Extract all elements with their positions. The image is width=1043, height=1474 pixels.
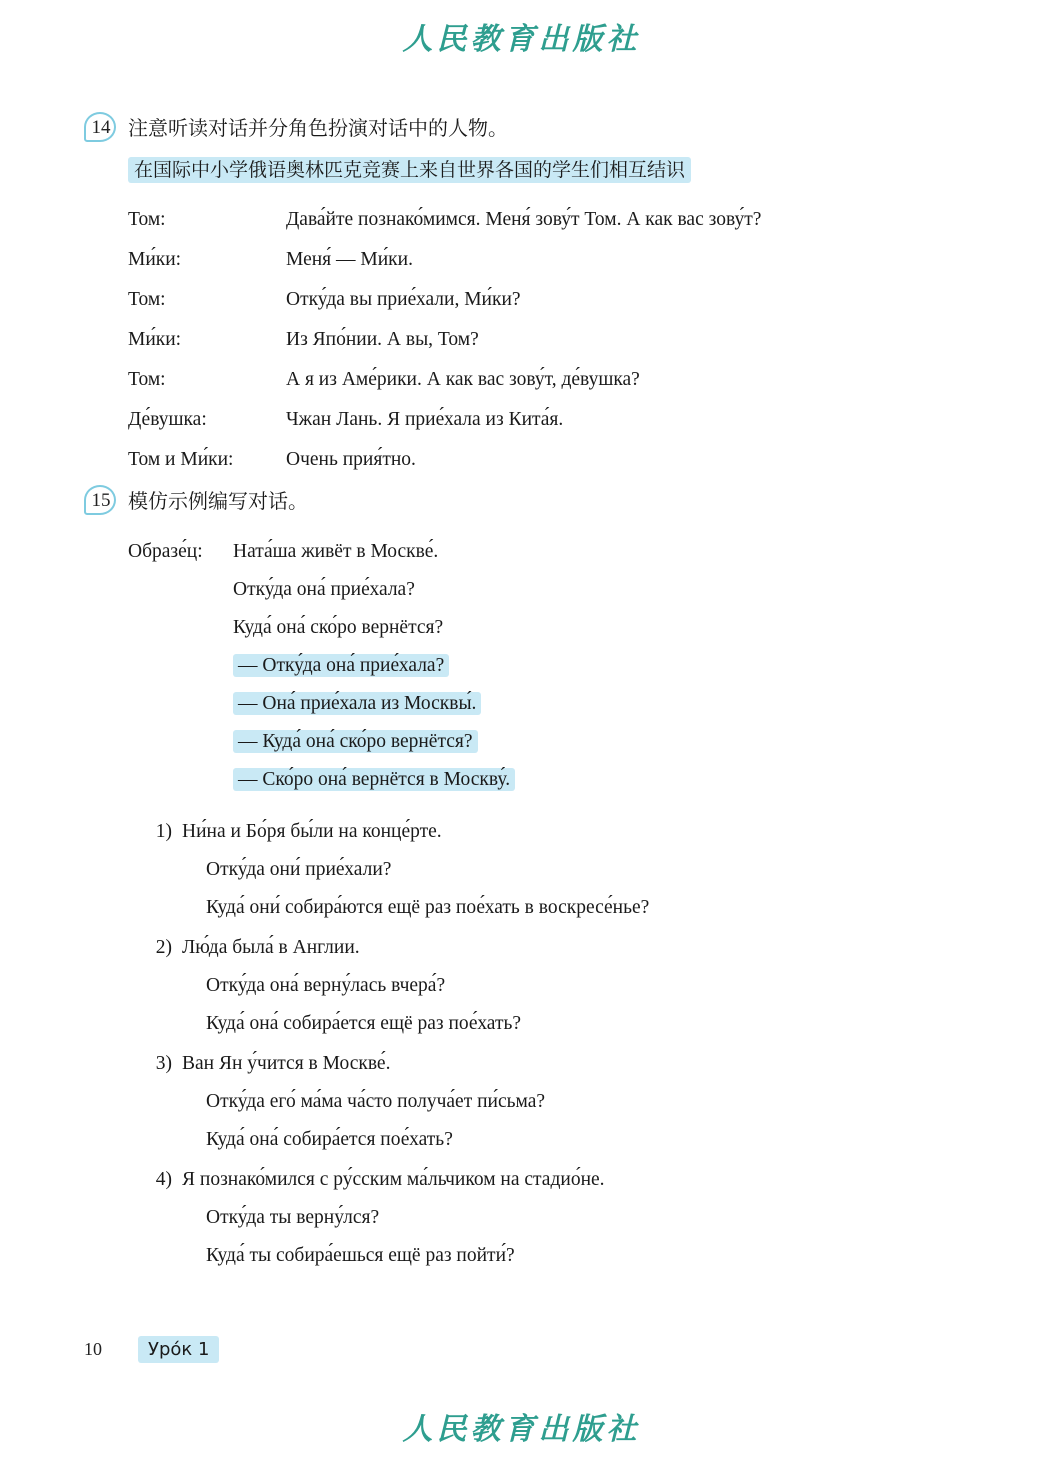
dialogue-speaker: Ми́ки:	[128, 249, 182, 270]
item-question: Куда́ она́ собира́ется ещё раз пое́хать?	[206, 1013, 522, 1034]
item-question: Отку́да его́ ма́ма ча́сто получа́ет пи́сьма?	[206, 1091, 546, 1112]
item-marker: 4)	[155, 1169, 172, 1190]
model-plain-line: Отку́да она́ прие́хала?	[233, 579, 415, 600]
list-item	[128, 813, 964, 927]
list-item	[128, 929, 964, 1043]
model-row	[128, 723, 964, 761]
model-label: Образе́ц:	[128, 541, 203, 562]
dialogue-row	[128, 280, 761, 320]
model-plain-line: Куда́ она́ ско́ро вернётся?	[233, 617, 444, 638]
page-footer	[84, 1336, 584, 1363]
dialogue-speaker: Том:	[128, 209, 166, 230]
exercise-15-header	[84, 485, 964, 519]
exercise-15	[84, 485, 964, 1277]
item-lead	[128, 813, 964, 851]
item-question: Куда́ ты собира́ешься ещё раз пойти́?	[206, 1245, 515, 1266]
exercise-14-header	[84, 112, 964, 146]
dialogue-row	[128, 320, 761, 360]
dialogue-line: А я из Аме́рики. А как вас зову́т, де́вушка?	[286, 369, 640, 390]
model-row	[128, 647, 964, 685]
model-row	[128, 685, 964, 723]
item-lead	[128, 1161, 964, 1199]
item-lead-text: Я познако́мился с ру́сским ма́льчиком на стадио́не.	[182, 1169, 605, 1190]
exercise-14-number-badge	[84, 112, 118, 144]
model-row	[128, 609, 964, 647]
model-row	[128, 533, 964, 571]
dialogue-line: Из Япо́нии. А вы, Том?	[286, 329, 479, 350]
dialogue-row	[128, 440, 761, 480]
dialogue-line: Чжан Лань. Я прие́хала из Кита́я.	[286, 409, 564, 430]
model-row	[128, 761, 964, 799]
item-question: Куда́ они́ собира́ются ещё раз пое́хать в воскресе́нье?	[206, 897, 650, 918]
model-highlighted-line: — Она́ прие́хала из Москвы́.	[233, 692, 481, 715]
dialogue-line: Очень прия́тно.	[286, 449, 416, 470]
exercise-15-number: 15	[91, 490, 111, 511]
item-marker: 2)	[155, 937, 172, 958]
page-number: 10	[84, 1339, 102, 1359]
publisher-logo-bottom: 人民教育出版社	[402, 1412, 641, 1447]
dialogue-row	[128, 400, 761, 440]
exercise-14-subtitle-wrap	[128, 156, 964, 184]
exercise-14-subtitle: 在国际中小学俄语奥林匹克竞赛上来自世界各国的学生们相互结识	[128, 157, 691, 183]
item-question: Отку́да они́ прие́хали?	[206, 859, 392, 880]
item-question: Куда́ она́ собира́ется пое́хать?	[206, 1129, 453, 1150]
list-item	[128, 1045, 964, 1159]
exercise-14-number: 14	[91, 117, 111, 138]
item-marker: 3)	[155, 1053, 172, 1074]
dialogue-row	[128, 360, 761, 400]
model-row	[128, 571, 964, 609]
publisher-logo-top: 人民教育出版社	[402, 22, 641, 57]
exercise-15-items	[128, 813, 964, 1275]
exercise-15-model	[128, 533, 964, 799]
model-plain-line: Ната́ша живёт в Москве́.	[233, 541, 439, 562]
exercise-14-dialogue	[128, 200, 761, 480]
item-marker: 1)	[155, 821, 172, 842]
item-lead	[128, 929, 964, 967]
exercise-14	[84, 112, 964, 480]
model-highlighted-line: — Ско́ро она́ вернётся в Москву́.	[233, 768, 515, 791]
dialogue-speaker: Ми́ки:	[128, 329, 182, 350]
exercise-15-title: 模仿示例编写对话。	[128, 489, 308, 513]
dialogue-row	[128, 200, 761, 240]
list-item	[128, 1161, 964, 1275]
item-question: Отку́да она́ верну́лась вчера́?	[206, 975, 446, 996]
exercise-15-number-badge	[84, 485, 118, 517]
dialogue-line: Дава́йте познако́мимся. Меня́ зову́т Том. А как вас зову́т?	[286, 209, 762, 230]
dialogue-speaker: Том:	[128, 289, 166, 310]
dialogue-line: Меня́ — Ми́ки.	[286, 249, 413, 270]
item-lead-text: Ван Ян у́чится в Москве́.	[182, 1053, 391, 1074]
dialogue-speaker: Том:	[128, 369, 166, 390]
dialogue-row	[128, 240, 761, 280]
model-highlighted-line: — Отку́да она́ прие́хала?	[233, 654, 449, 677]
dialogue-speaker: Де́вушка:	[128, 409, 207, 430]
exercise-14-title: 注意听读对话并分角色扮演对话中的人物。	[128, 116, 508, 140]
model-highlighted-line: — Куда́ она́ ско́ро вернётся?	[233, 730, 478, 753]
item-question: Отку́да ты верну́лся?	[206, 1207, 380, 1228]
lesson-tag: Уро́к 1	[138, 1336, 219, 1363]
item-lead	[128, 1045, 964, 1083]
dialogue-speaker: Том и Ми́ки:	[128, 449, 234, 470]
dialogue-line: Отку́да вы прие́хали, Ми́ки?	[286, 289, 521, 310]
item-lead-text: Лю́да была́ в Англии.	[182, 937, 360, 958]
item-lead-text: Ни́на и Бо́ря бы́ли на конце́рте.	[182, 821, 442, 842]
